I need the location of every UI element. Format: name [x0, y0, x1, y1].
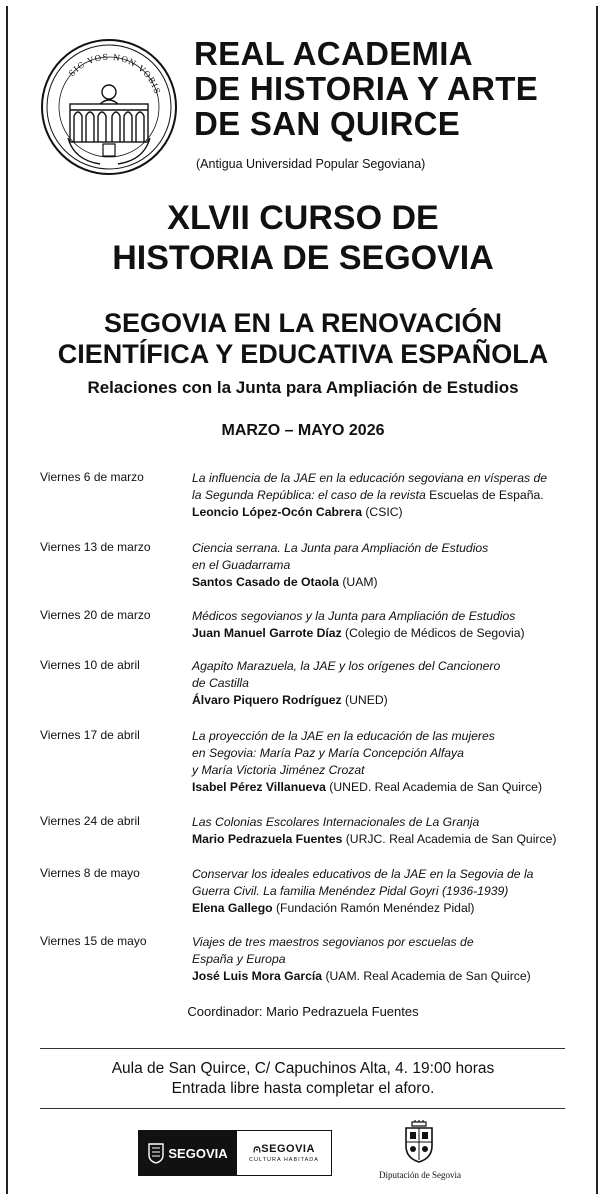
theme-line-2: CIENTÍFICA Y EDUCATIVA ESPAÑOLA	[57, 339, 549, 369]
session-topic: Agapito Marazuela, la JAE y los orígenes del Cancionero	[192, 659, 501, 673]
session-institution: (UAM. Real Academia de San Quirce)	[322, 969, 531, 983]
diputacion-shield-icon	[404, 1120, 434, 1164]
session-date: Viernes 8 de mayo	[40, 866, 140, 880]
academy-name	[194, 36, 594, 141]
session-speaker: Juan Manuel Garrote Díaz	[192, 626, 342, 640]
academy-subtitle: (Antigua Universidad Popular Segoviana)	[196, 157, 426, 171]
course-title	[0, 198, 606, 278]
session-speaker: Álvaro Piquero Rodríguez	[192, 693, 342, 707]
session-speaker: Leoncio López-Ocón Cabrera	[192, 505, 362, 519]
course-line-2: HISTORIA DE SEGOVIA	[112, 239, 494, 277]
session-topic: en el Guadarrama	[192, 558, 291, 572]
session-topic: Conservar los ideales educativos de la JAE en la Segovia de la	[192, 867, 534, 881]
session-date: Viernes 24 de abril	[40, 814, 140, 828]
session-topic: Ciencia serrana. La Junta para Ampliación de Estudios	[192, 541, 489, 555]
venue-line-2: Entrada libre hasta completar el aforo.	[171, 1080, 435, 1097]
session-institution: (UNED)	[341, 693, 388, 707]
session-topic: La influencia de la JAE en la educación segoviana en vísperas de	[192, 471, 548, 485]
session-institution: (CSIC)	[361, 505, 403, 519]
divider	[40, 1108, 565, 1109]
theme-line-1: SEGOVIA EN LA RENOVACIÓN	[103, 308, 503, 338]
session-speaker: Santos Casado de Otaola	[192, 575, 339, 589]
aqueduct-mark-icon: ⩀	[253, 1143, 262, 1155]
academy-line-3: DE SAN QUIRCE	[194, 105, 461, 142]
session-topic: Médicos segovianos y la Junta para Ampliación de Estudios	[192, 609, 516, 623]
coordinator: Coordinador: Mario Pedrazuela Fuentes	[187, 1004, 419, 1019]
theme-subtitle: Relaciones con la Junta para Ampliación de Estudios	[87, 378, 519, 397]
session-date: Viernes 17 de abril	[40, 728, 140, 742]
academy-line-1: REAL ACADEMIA	[194, 35, 473, 72]
segovia-logo-text: SEGOVIA	[168, 1145, 228, 1161]
segovia-tagline: CULTURA HABITADA	[249, 1157, 319, 1163]
academy-line-2: DE HISTORIA Y ARTE	[194, 70, 539, 107]
venue-info	[0, 1059, 606, 1099]
session-institution: (Colegio de Médicos de Segovia)	[341, 626, 525, 640]
session-topic: Viajes de tres maestros segovianos por escuelas de	[192, 935, 474, 949]
session-speaker: José Luis Mora García	[192, 969, 323, 983]
session-speaker: Isabel Pérez Villanueva	[192, 780, 326, 794]
session-topic: de Castilla	[192, 676, 249, 690]
session-date: Viernes 10 de abril	[40, 658, 140, 672]
segovia-shield-icon	[148, 1142, 164, 1164]
session-date: Viernes 20 de marzo	[40, 608, 151, 622]
course-line-1: XLVII CURSO DE	[167, 199, 439, 237]
venue-line-1: Aula de San Quirce, C/ Capuchinos Alta, 4. 19:00 horas	[111, 1060, 495, 1077]
segovia-city-logo	[138, 1130, 332, 1176]
session-date: Viernes 15 de mayo	[40, 934, 147, 948]
session-speaker: Elena Gallego	[192, 901, 273, 915]
course-dates: MARZO – MAYO 2026	[221, 422, 385, 439]
theme-title	[0, 308, 606, 370]
session-topic: y María Victoria Jiménez Crozat	[192, 763, 365, 777]
segovia-cultura-text: SEGOVIA	[261, 1143, 315, 1155]
session-date: Viernes 13 de marzo	[40, 540, 151, 554]
seal-motto: SIC VOS NON VOBIS	[67, 52, 163, 96]
session-topic: Guerra Civil. La familia Menéndez Pidal Goyri (1936-1939)	[192, 884, 509, 898]
session-institution: (Fundación Ramón Menéndez Pidal)	[272, 901, 475, 915]
session-date: Viernes 6 de marzo	[40, 470, 144, 484]
session-topic: España y Europa	[192, 952, 286, 966]
diputacion-logo-text: Diputación de Segovia	[379, 1170, 461, 1180]
session-institution: (UNED. Real Academia de San Quirce)	[325, 780, 542, 794]
session-topic: Las Colonias Escolares Internacionales de La Granja	[192, 815, 480, 829]
divider	[40, 1048, 565, 1049]
session-topic: la Segunda República: el caso de la revista	[192, 488, 430, 502]
session-topic: en Segovia: María Paz y María Concepción Alfaya	[192, 746, 464, 760]
session-topic-tail: Escuelas de España.	[429, 488, 544, 502]
session-institution: (URJC. Real Academia de San Quirce)	[342, 832, 557, 846]
session-institution: (UAM)	[338, 575, 378, 589]
academy-seal-icon	[40, 38, 178, 176]
session-topic: La proyección de la JAE en la educación de las mujeres	[192, 729, 495, 743]
session-speaker: Mario Pedrazuela Fuentes	[192, 832, 343, 846]
